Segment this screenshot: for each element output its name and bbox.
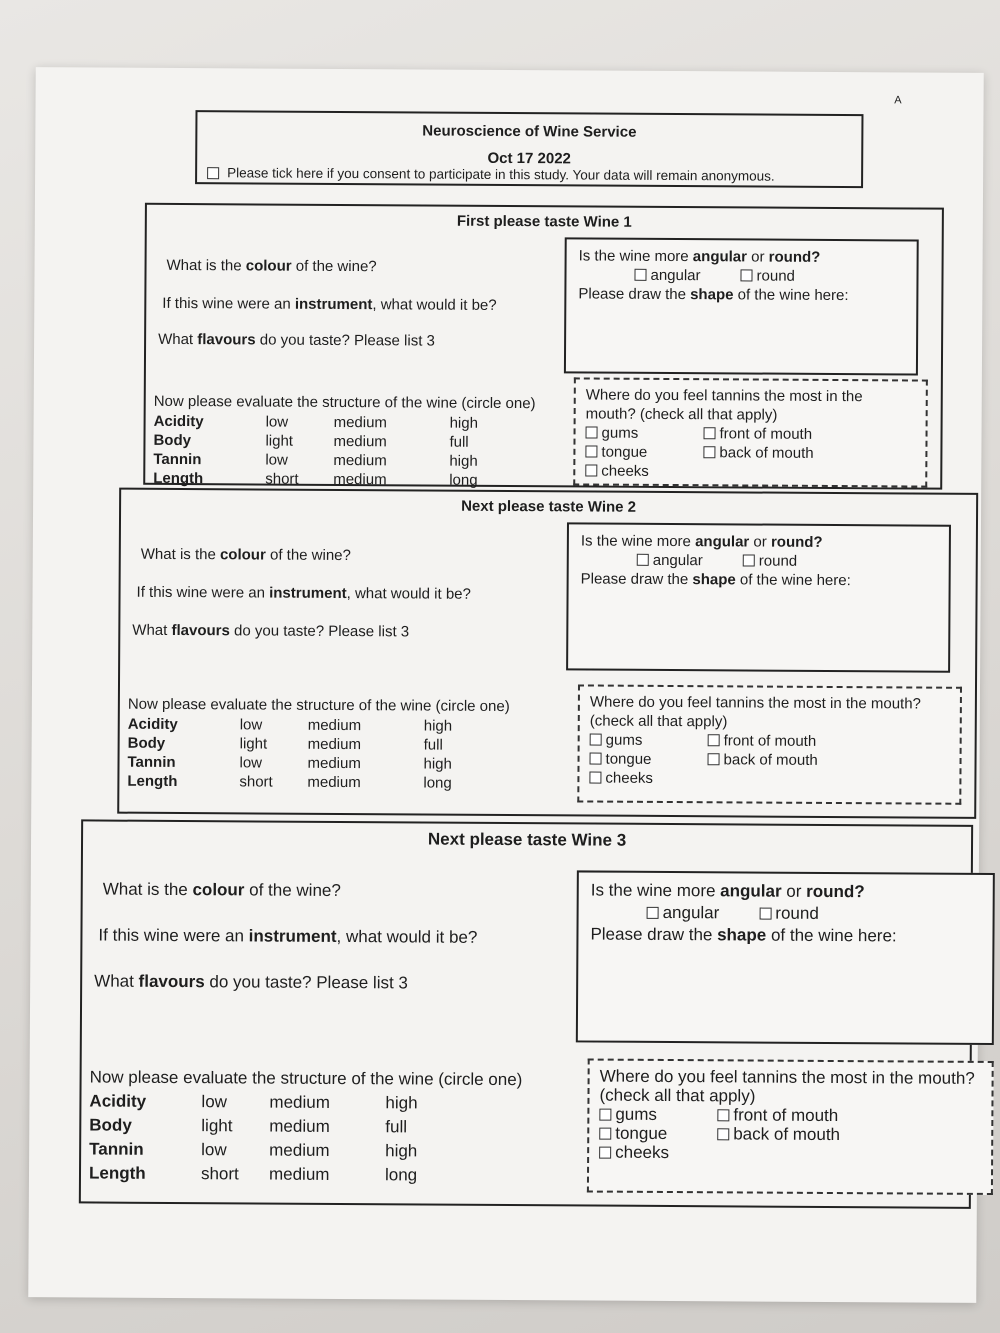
back-checkbox[interactable] — [708, 753, 720, 765]
scale-option[interactable]: full — [449, 433, 469, 451]
shape-draw-prompt: Please draw the shape of the wine here: — [580, 570, 851, 590]
criterion-label: Tannin — [89, 1139, 144, 1159]
cheeks-option[interactable]: cheeks — [585, 461, 703, 481]
evaluation-row-body — [128, 734, 468, 755]
cheeks-checkbox[interactable] — [585, 464, 597, 476]
evaluation-table — [153, 412, 494, 490]
scale-option[interactable]: low — [239, 754, 263, 772]
angular-option[interactable]: angular — [637, 552, 703, 569]
scale-option[interactable]: medium — [333, 451, 387, 470]
scale-option[interactable]: low — [201, 1140, 227, 1160]
section-title: Next please taste Wine 2 — [461, 497, 637, 516]
scale-option[interactable]: short — [200, 1164, 239, 1184]
gums-option[interactable]: gums — [585, 423, 703, 443]
section-title: Next please taste Wine 3 — [427, 829, 627, 850]
consent-text: Please tick here if you consent to participate in this study. Your data will remain anonymous. — [227, 165, 775, 184]
tongue-checkbox[interactable] — [590, 753, 602, 765]
flavours-question: What flavours do you taste? Please list 3 — [94, 971, 408, 993]
angular-checkbox[interactable] — [637, 554, 649, 566]
round-option[interactable]: round — [759, 904, 819, 924]
survey-date: Oct 17 2022 — [487, 149, 571, 168]
instrument-question: If this wine were an instrument, what would it be? — [136, 583, 471, 603]
round-checkbox[interactable] — [741, 269, 753, 281]
scale-option[interactable]: low — [239, 716, 263, 734]
header-box — [195, 110, 863, 188]
wine-section-2 — [117, 488, 978, 819]
scale-option[interactable]: medium — [268, 1164, 330, 1184]
tongue-option[interactable]: tongue — [599, 1124, 717, 1144]
instrument-question: If this wine were an instrument, what would it be? — [162, 294, 497, 314]
back-of-mouth-option[interactable]: back of mouth — [717, 1124, 981, 1145]
cheeks-option[interactable]: cheeks — [589, 769, 707, 789]
tannin-question: Where do you feel tannins the most in the mouth? (check all that apply) — [589, 693, 921, 731]
flavours-question: What flavours do you taste? Please list 3 — [132, 621, 410, 641]
scale-option[interactable]: high — [449, 452, 478, 470]
scale-option[interactable]: full — [385, 1117, 408, 1137]
evaluation-row-acidity — [128, 715, 468, 736]
flavours-question: What flavours do you taste? Please list 3 — [158, 330, 435, 350]
criterion-label: Acidity — [153, 412, 204, 431]
criterion-label: Acidity — [89, 1091, 147, 1111]
scale-option[interactable]: medium — [307, 773, 361, 792]
gums-checkbox[interactable] — [586, 426, 598, 438]
scale-option[interactable]: medium — [333, 413, 388, 432]
gums-checkbox[interactable] — [590, 734, 602, 746]
wine-section-3 — [79, 819, 973, 1208]
scale-option[interactable]: high — [423, 717, 453, 735]
cheeks-checkbox[interactable] — [589, 772, 601, 784]
evaluation-row-length — [153, 469, 493, 490]
scale-option[interactable]: short — [239, 773, 273, 791]
cheeks-checkbox[interactable] — [599, 1147, 611, 1159]
consent-line — [207, 165, 775, 183]
round-option[interactable]: round — [740, 267, 794, 284]
scale-option[interactable]: low — [265, 413, 289, 431]
round-checkbox[interactable] — [743, 554, 755, 566]
section-title: First please taste Wine 1 — [456, 212, 632, 231]
scale-option[interactable]: medium — [307, 716, 362, 735]
tannin-box — [577, 684, 962, 804]
angular-checkbox[interactable] — [634, 269, 646, 281]
structure-evaluation — [127, 696, 509, 793]
survey-sheet — [28, 67, 983, 1303]
gums-checkbox[interactable] — [599, 1109, 611, 1121]
scale-option[interactable]: high — [449, 414, 479, 432]
shape-box[interactable] — [566, 522, 951, 672]
tannin-question: Where do you feel tannins the most in the mouth? (check all that apply) — [585, 386, 863, 424]
gums-option[interactable]: gums — [590, 731, 708, 751]
evaluation-table — [127, 715, 468, 793]
consent-checkbox[interactable] — [207, 167, 219, 179]
scale-option[interactable]: medium — [307, 754, 361, 773]
evaluation-row-length — [127, 772, 467, 793]
shape-question: Is the wine more angular or round? — [580, 532, 823, 551]
evaluation-row-tannin — [153, 450, 493, 471]
back-checkbox[interactable] — [703, 446, 715, 458]
shape-box[interactable] — [576, 870, 995, 1045]
criterion-label: Length — [127, 772, 178, 790]
evaluation-prompt: Now please evaluate the structure of the wine (circle one) — [89, 1067, 523, 1090]
scale-option[interactable]: light — [201, 1116, 233, 1136]
front-of-mouth-option[interactable]: front of mouth — [717, 1105, 981, 1126]
front-checkbox[interactable] — [717, 1109, 729, 1121]
shape-question: Is the wine more angular or round? — [578, 247, 821, 266]
wine-section-1 — [143, 203, 944, 490]
tongue-checkbox[interactable] — [599, 1128, 611, 1140]
back-of-mouth-option[interactable]: back of mouth — [703, 443, 915, 463]
criterion-label: Tannin — [127, 753, 176, 771]
shape-draw-prompt: Please draw the shape of the wine here: — [590, 924, 897, 946]
scale-option[interactable]: medium — [269, 1140, 330, 1160]
back-checkbox[interactable] — [717, 1128, 729, 1140]
colour-question: What is the colour of the wine? — [140, 545, 351, 565]
scale-option[interactable]: short — [265, 470, 299, 488]
scale-option[interactable]: long — [423, 774, 452, 792]
front-checkbox[interactable] — [708, 734, 720, 746]
angular-option[interactable]: angular — [647, 903, 720, 923]
evaluation-row-acidity — [89, 1089, 433, 1115]
tongue-checkbox[interactable] — [585, 445, 597, 457]
evaluation-row-acidity — [154, 412, 494, 433]
corner-letter: A — [894, 94, 902, 107]
scale-option[interactable]: medium — [269, 1116, 330, 1136]
evaluation-row-body — [153, 431, 493, 452]
scale-option[interactable]: medium — [307, 735, 362, 754]
front-checkbox[interactable] — [704, 427, 716, 439]
tannin-box — [587, 1059, 994, 1195]
criterion-label: Body — [89, 1115, 132, 1135]
gums-option[interactable]: gums — [599, 1105, 717, 1125]
structure-evaluation — [89, 1067, 522, 1188]
criterion-label: Length — [88, 1163, 146, 1183]
criterion-label: Acidity — [127, 715, 178, 733]
shape-box[interactable] — [564, 237, 919, 375]
tannin-box — [573, 377, 928, 487]
front-of-mouth-option[interactable]: front of mouth — [703, 424, 915, 444]
scale-option[interactable]: medium — [333, 432, 387, 451]
evaluation-prompt: Now please evaluate the structure of the wine (circle one) — [127, 695, 510, 716]
colour-question: What is the colour of the wine? — [166, 256, 377, 276]
tongue-option[interactable]: tongue — [585, 442, 703, 462]
scale-option[interactable]: medium — [333, 470, 387, 489]
scale-option[interactable]: long — [384, 1165, 418, 1185]
shape-draw-prompt: Please draw the shape of the wine here: — [578, 285, 849, 305]
scale-option[interactable]: long — [449, 471, 478, 489]
tannin-question: Where do you feel tannins the most in the mouth? (check all that apply) — [599, 1066, 975, 1106]
evaluation-row-tannin — [127, 753, 467, 774]
evaluation-table — [89, 1089, 434, 1187]
scale-option[interactable]: medium — [269, 1092, 330, 1112]
criterion-label: Length — [153, 469, 204, 488]
front-of-mouth-option[interactable]: front of mouth — [708, 731, 950, 751]
structure-evaluation — [153, 393, 535, 490]
scale-option[interactable]: low — [265, 451, 288, 469]
angular-option[interactable]: angular — [634, 267, 700, 284]
shape-question: Is the wine more angular or round? — [590, 880, 865, 902]
evaluation-row-tannin — [89, 1137, 433, 1163]
evaluation-row-length — [89, 1161, 433, 1187]
evaluation-prompt: Now please evaluate the structure of the wine (circle one) — [153, 392, 536, 413]
scale-option[interactable]: low — [201, 1092, 228, 1112]
cheeks-option[interactable]: cheeks — [599, 1143, 717, 1163]
colour-question: What is the colour of the wine? — [102, 879, 341, 900]
criterion-label: Body — [127, 734, 166, 752]
angular-checkbox[interactable] — [647, 907, 659, 919]
scale-option[interactable]: full — [423, 736, 443, 754]
criterion-label: Tannin — [153, 450, 202, 469]
round-checkbox[interactable] — [759, 908, 771, 920]
instrument-question: If this wine were an instrument, what would it be? — [98, 925, 478, 947]
scale-option[interactable]: light — [239, 735, 268, 753]
criterion-label: Body — [153, 431, 192, 450]
tongue-option[interactable]: tongue — [589, 750, 707, 770]
survey-title: Neuroscience of Wine Service — [422, 122, 637, 141]
evaluation-row-body — [89, 1113, 433, 1139]
scale-option[interactable]: high — [423, 755, 452, 773]
scale-option[interactable]: light — [265, 432, 294, 450]
scale-option[interactable]: high — [385, 1141, 418, 1161]
scale-option[interactable]: high — [385, 1093, 418, 1113]
round-option[interactable]: round — [743, 552, 797, 569]
back-of-mouth-option[interactable]: back of mouth — [707, 750, 949, 770]
